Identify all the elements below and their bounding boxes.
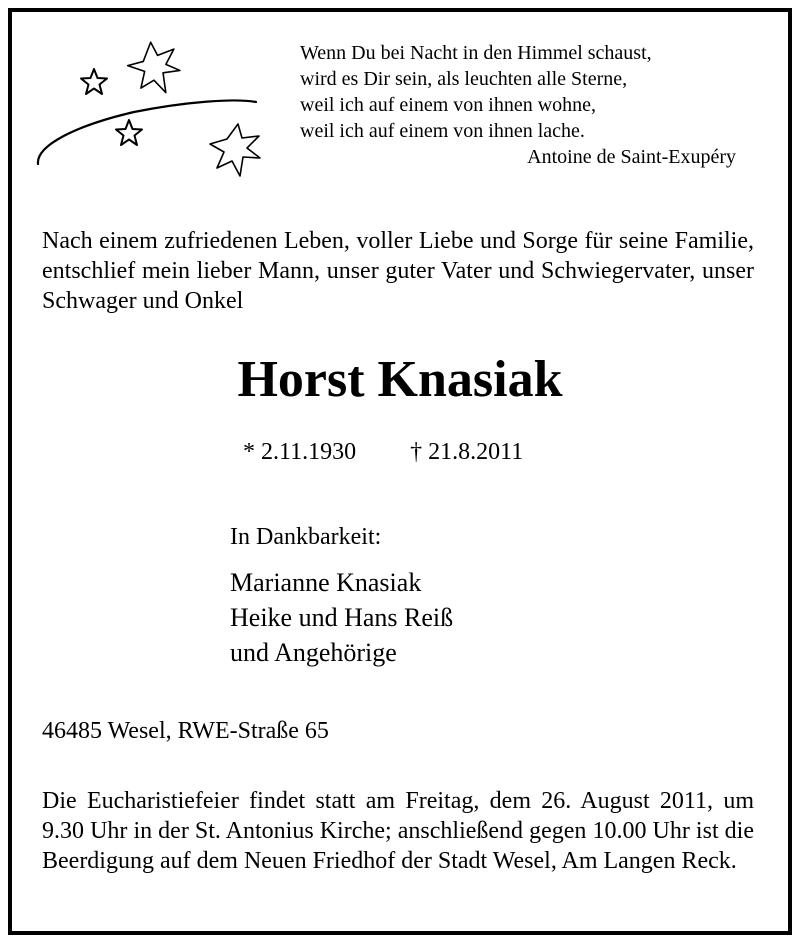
poem-line: wird es Dir sein, als leuchten alle Sterne, <box>300 68 628 90</box>
address: 46485 Wesel, RWE-Straße 65 <box>42 718 329 744</box>
death-date: † 21.8.2011 <box>410 439 524 465</box>
mourner: und Angehörige <box>230 638 397 667</box>
poem-line: weil ich auf einem von ihnen lache. <box>300 120 585 142</box>
mourner: Heike und Hans Reiß <box>230 603 454 632</box>
poem-author: Antoine de Saint-Exupéry <box>527 146 736 168</box>
deceased-name: Horst Knasiak <box>237 351 563 408</box>
service-info: Die Eucharistiefeier findet statt am Freitag, dem 26. August 2011, um 9.30 Uhr in der St. Antonius Kirche; anschließend gegen 10.00 Uhr ist die Beerdigung auf dem Neuen Friedhof der Stadt Wesel, Am Langen Reck. <box>42 788 754 874</box>
poem-line: Wenn Du bei Nacht in den Himmel schaust, <box>300 42 652 64</box>
thanks-label: In Dankbarkeit: <box>230 524 382 550</box>
birth-date: * 2.11.1930 <box>243 439 357 465</box>
shooting-stars-icon <box>34 36 274 186</box>
mourners-list <box>230 565 453 670</box>
mourner: Marianne Knasiak <box>230 568 422 597</box>
intro-text: Nach einem zufriedenen Leben, voller Liebe und Sorge für seine Familie, entschlief mein lieber Mann, unser guter Vater und Schwiegervater, unser Schwager und Onkel <box>42 228 754 314</box>
poem-line: weil ich auf einem von ihnen wohne, <box>300 94 597 116</box>
life-dates <box>243 437 523 467</box>
poem-quote <box>300 40 760 170</box>
